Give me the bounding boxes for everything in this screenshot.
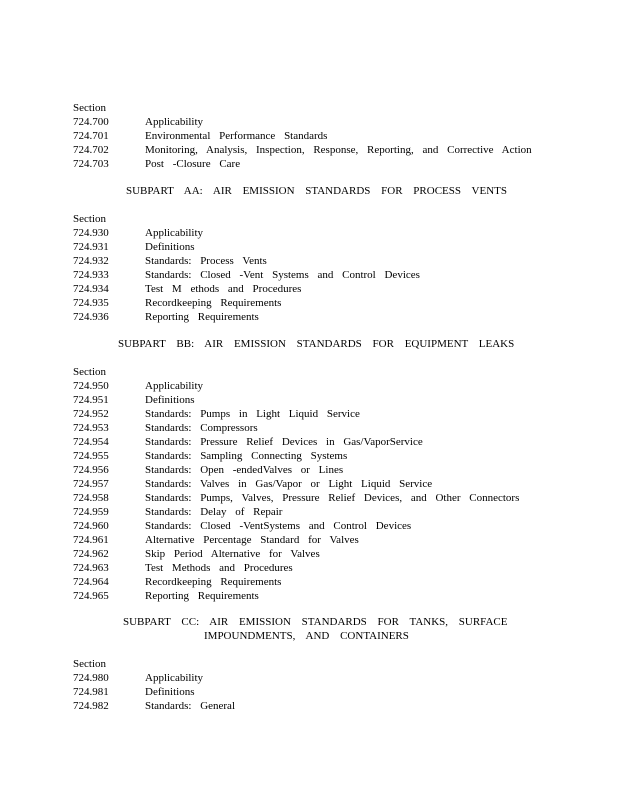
section-number: 724.952 xyxy=(73,408,109,420)
section-title: Skip Period Alternative for Valves xyxy=(145,548,320,560)
section-row xyxy=(73,226,593,240)
section-title: Standards: Closed -VentSystems and Control Devices xyxy=(145,520,412,532)
section-row xyxy=(73,379,593,393)
section-title: Standards: Sampling Connecting Systems xyxy=(145,450,348,462)
section-title: Monitoring, Analysis, Inspection, Response, Reporting, and Corrective Action xyxy=(145,144,532,156)
section-number: 724.958 xyxy=(73,492,109,504)
section-number: 724.703 xyxy=(73,158,109,170)
section-list-3 xyxy=(73,365,593,603)
section-title: Alternative Percentage Standard for Valves xyxy=(145,534,359,546)
section-row xyxy=(73,254,593,268)
section-row xyxy=(73,240,593,254)
section-title: Reporting Requirements xyxy=(145,311,259,323)
section-title: Standards: Valves in Gas/Vapor or Light Liquid Service xyxy=(145,478,433,490)
section-row xyxy=(73,533,593,547)
section-number: 724.934 xyxy=(73,283,109,295)
section-number: 724.930 xyxy=(73,227,109,239)
section-heading: Section xyxy=(73,213,106,225)
section-row xyxy=(73,699,593,713)
section-title: Standards: General xyxy=(145,700,235,712)
section-row xyxy=(73,477,593,491)
section-number: 724.961 xyxy=(73,534,109,546)
section-row xyxy=(73,282,593,296)
section-heading: Section xyxy=(73,366,106,378)
section-number: 724.981 xyxy=(73,686,109,698)
section-row xyxy=(73,449,593,463)
section-title: Standards: Pumps in Light Liquid Service xyxy=(145,408,360,420)
section-row xyxy=(73,129,593,143)
section-row xyxy=(73,268,593,282)
section-number: 724.980 xyxy=(73,672,109,684)
section-title: Standards: Open -endedValves or Lines xyxy=(145,464,344,476)
section-number: 724.951 xyxy=(73,394,109,406)
section-title: Standards: Compressors xyxy=(145,422,258,434)
section-row xyxy=(73,685,593,699)
section-number: 724.962 xyxy=(73,548,109,560)
section-title: Applicability xyxy=(145,672,204,684)
section-number: 724.936 xyxy=(73,311,109,323)
section-title: Definitions xyxy=(145,686,195,698)
section-row xyxy=(73,463,593,477)
section-row xyxy=(73,671,593,685)
section-number: 724.931 xyxy=(73,241,109,253)
section-row xyxy=(73,547,593,561)
section-title: Standards: Pressure Relief Devices in Gas/VaporService xyxy=(145,436,423,448)
section-row xyxy=(73,157,593,171)
section-title: Applicability xyxy=(145,227,204,239)
section-row xyxy=(73,143,593,157)
section-row xyxy=(73,561,593,575)
section-number: 724.701 xyxy=(73,130,109,142)
section-number: 724.950 xyxy=(73,380,109,392)
section-title: Reporting Requirements xyxy=(145,590,259,602)
section-number: 724.932 xyxy=(73,255,109,267)
subpart-bb-heading: SUBPART BB: AIR EMISSION STANDARDS FOR EQUIPMENT LEAKS xyxy=(118,338,515,350)
section-row xyxy=(73,310,593,324)
section-title: Definitions xyxy=(145,241,195,253)
section-row xyxy=(73,435,593,449)
section-title: Applicability xyxy=(145,116,204,128)
section-number: 724.954 xyxy=(73,436,109,448)
section-title: Standards: Pumps, Valves, Pressure Relief Devices, and Other Connectors xyxy=(145,492,520,504)
section-list-4 xyxy=(73,657,593,713)
section-row xyxy=(73,393,593,407)
section-number: 724.700 xyxy=(73,116,109,128)
section-number: 724.964 xyxy=(73,576,109,588)
subpart-cc-heading-line2: IMPOUNDMENTS, AND CONTAINERS xyxy=(204,630,409,642)
section-title: Applicability xyxy=(145,380,204,392)
section-row xyxy=(73,519,593,533)
section-number: 724.957 xyxy=(73,478,109,490)
section-row xyxy=(73,407,593,421)
section-row xyxy=(73,491,593,505)
section-number: 724.702 xyxy=(73,144,109,156)
section-number: 724.956 xyxy=(73,464,109,476)
section-number: 724.953 xyxy=(73,422,109,434)
section-list-1 xyxy=(73,101,593,171)
section-number: 724.955 xyxy=(73,450,109,462)
section-row xyxy=(73,421,593,435)
section-row xyxy=(73,505,593,519)
section-list-2 xyxy=(73,212,593,324)
section-number: 724.982 xyxy=(73,700,109,712)
section-number: 724.965 xyxy=(73,590,109,602)
subpart-cc-heading: SUBPART CC: AIR EMISSION STANDARDS FOR TANKS, SURFACE xyxy=(123,616,508,628)
section-title: Definitions xyxy=(145,394,195,406)
section-heading: Section xyxy=(73,102,106,114)
section-title: Environmental Performance Standards xyxy=(145,130,328,142)
section-row xyxy=(73,115,593,129)
section-number: 724.933 xyxy=(73,269,109,281)
section-row xyxy=(73,575,593,589)
section-title: Test M ethods and Procedures xyxy=(145,283,302,295)
section-title: Standards: Process Vents xyxy=(145,255,267,267)
section-number: 724.959 xyxy=(73,506,109,518)
section-number: 724.963 xyxy=(73,562,109,574)
section-title: Recordkeeping Requirements xyxy=(145,297,282,309)
section-title: Post -Closure Care xyxy=(145,158,241,170)
section-number: 724.960 xyxy=(73,520,109,532)
subpart-aa-heading: SUBPART AA: AIR EMISSION STANDARDS FOR PROCESS VENTS xyxy=(126,185,507,197)
section-number: 724.935 xyxy=(73,297,109,309)
section-row xyxy=(73,296,593,310)
section-title: Recordkeeping Requirements xyxy=(145,576,282,588)
section-heading: Section xyxy=(73,658,106,670)
section-title: Test Methods and Procedures xyxy=(145,562,293,574)
section-title: Standards: Closed -Vent Systems and Control Devices xyxy=(145,269,420,281)
section-row xyxy=(73,589,593,603)
section-title: Standards: Delay of Repair xyxy=(145,506,283,518)
